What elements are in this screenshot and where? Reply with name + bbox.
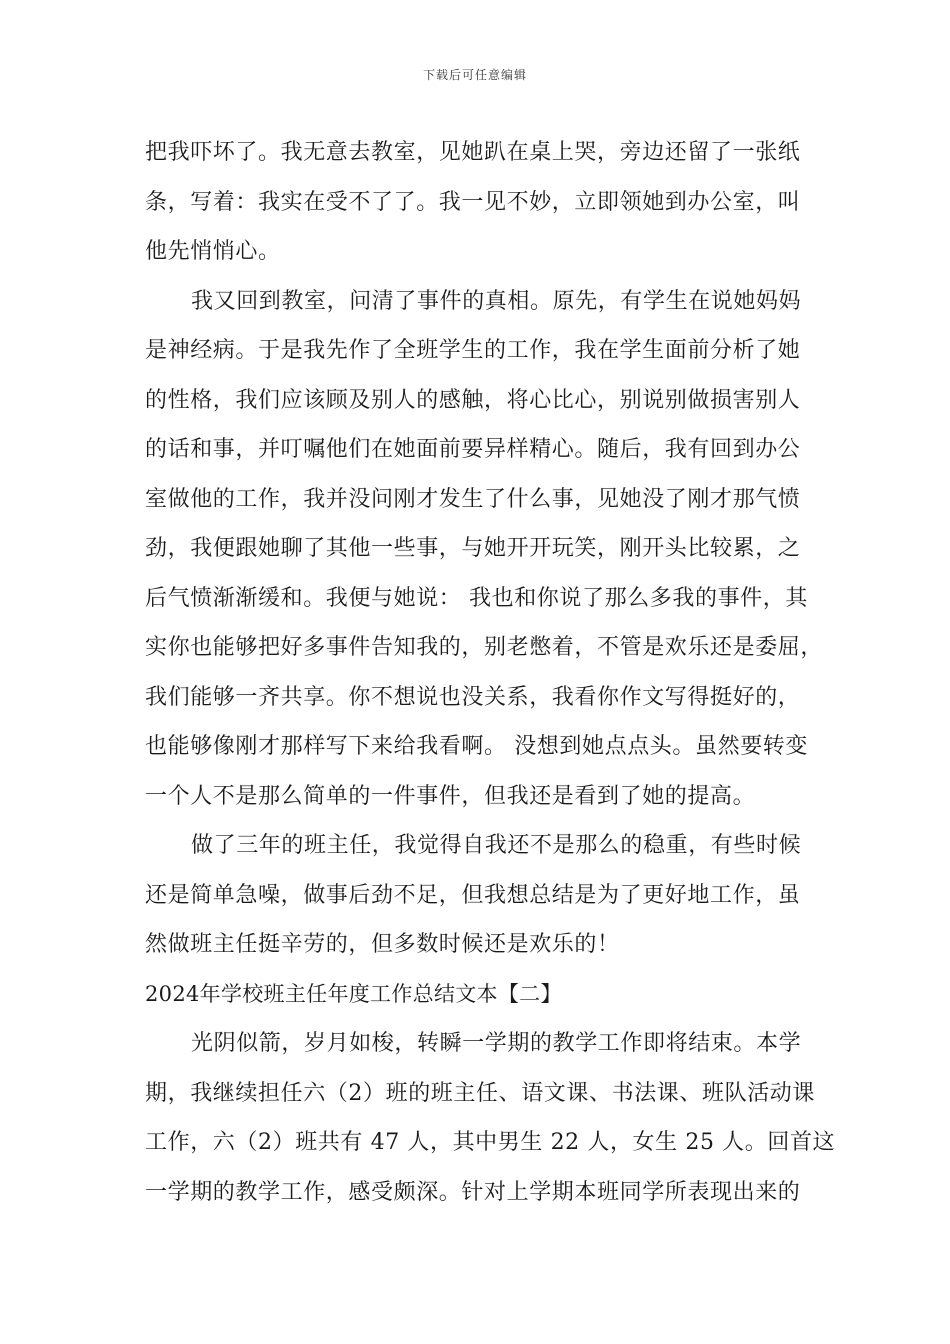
body-line: 然做班主任挺辛劳的，但多数时候还是欢乐的！: [145, 932, 620, 957]
body-line: 也能够像刚才那样写下来给我看啊。 没想到她点点头。虽然要转变: [145, 734, 808, 759]
body-line: 实你也能够把好多事件告知我的，别老憋着，不管是欢乐还是委屈，: [145, 635, 824, 660]
body-line: 的性格，我们应该顾及别人的感触，将心比心，别说别做损害别人: [145, 387, 801, 413]
body-line: 一学期的教学工作，感受颇深。针对上学期本班同学所表现出来的: [145, 1179, 801, 1205]
body-line: 的话和事，并叮嘱他们在她面前要异样精心。随后，我有回到办公: [145, 437, 801, 462]
section-heading: 2024年学校班主任年度工作总结文本【二】: [145, 981, 562, 1006]
body-line: 后气愤渐渐缓和。我便与她说： 我也和你说了那么多我的事件，其: [145, 585, 808, 611]
paragraph-start-line: 我又回到教室，问清了事件的真相。原先，有学生在说她妈妈: [191, 288, 802, 314]
body-line: 期，我继续担任六（2）班的班主任、语文课、书法课、班队活动课: [145, 1080, 815, 1106]
body-line: 我们能够一齐共享。你不想说也没关系，我看你作文写得挺好的，: [145, 684, 801, 710]
body-line: 工作，六（2）班共有 47 人，其中男生 22 人，女生 25 人。回首这: [145, 1130, 836, 1155]
document-body: [145, 128, 836, 1217]
body-line: 还是简单急噪，做事后劲不足，但我想总结是为了更好地工作，虽: [145, 882, 801, 908]
body-line: 一个人不是那么简单的一件事件，但我还是看到了她的提高。: [145, 783, 756, 809]
body-line: 是神经病。于是我先作了全班学生的工作，我在学生面前分析了她: [145, 338, 801, 363]
body-line: 室做他的工作，我并没问刚才发生了什么事，见她没了刚才那气愤: [145, 486, 801, 512]
paragraph-start-line: 光阴似箭，岁月如梭，转瞬一学期的教学工作即将结束。本学: [191, 1031, 802, 1056]
paragraph-start-line: 做了三年的班主任，我觉得自我还不是那么的稳重，有些时候: [191, 833, 802, 858]
body-line: 把我吓坏了。我无意去教室，见她趴在桌上哭，旁边还留了一张纸: [145, 140, 801, 165]
body-line: 他先悄悄心。: [145, 239, 281, 264]
body-line: 条，写着：我实在受不了了。我一见不妙，立即领她到办公室，叫: [145, 189, 801, 215]
header-note: 下载后可任意编辑: [422, 68, 527, 82]
body-line: 劲，我便跟她聊了其他一些事，与她开开玩笑，刚开头比较累，之: [145, 536, 801, 561]
